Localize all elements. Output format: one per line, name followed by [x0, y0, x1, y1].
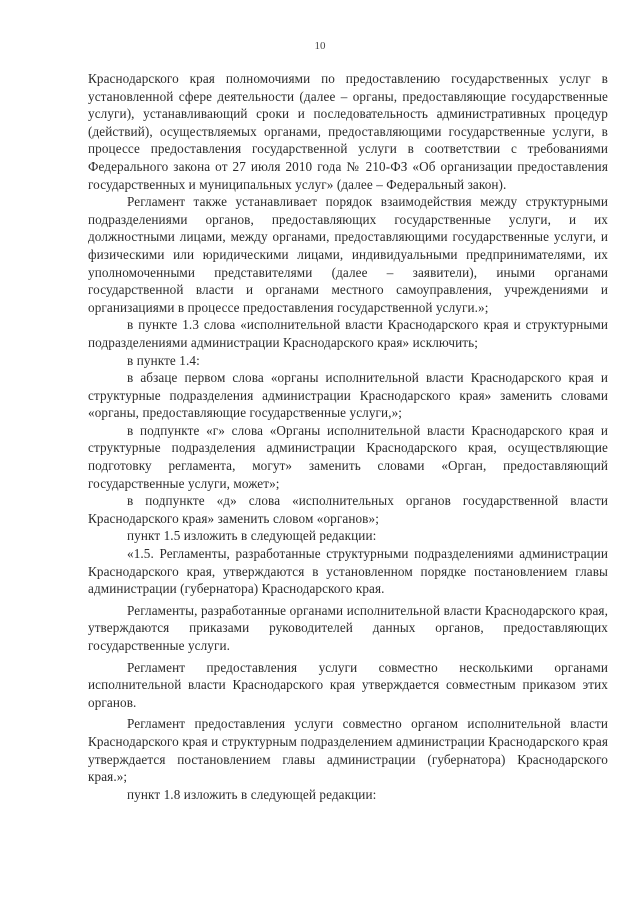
paragraph-5: в абзаце первом слова «органы исполнительной власти Краснодарского края и структурные подразделения администрации Краснодарского края» заменить словами «органы, предоставляющие государственные услуги,»;	[88, 370, 608, 421]
page-number: 10	[314, 40, 326, 52]
paragraph-12: Регламент предоставления услуги совместно органом исполнительной власти Краснодарского края и структурным подразделением администрации Краснодарского края утверждается постановлением главы администрации (губернатора) Краснодарского края.»;	[88, 716, 608, 785]
document-body	[88, 70, 608, 803]
paragraph-7: в подпункте «д» слова «исполнительных органов государственной власти Краснодарского края» заменить словом «органов»;	[88, 493, 608, 526]
paragraph-1: Краснодарского края полномочиями по предоставлению государственных услуг в установленной сфере деятельности (далее – органы, предоставляющие государственные услуги), устанавливающий сроки и последовательность административных процедур (действий), осуществляемых органами, предоставляющими государственные услуги, в процессе предоставления государственной услуги в соответствии с требованиями Федерального закона от 27 июля 2010 года № 210-ФЗ «Об организации предоставления государственных и муниципальных услуг» (далее – Федеральный закон).	[88, 71, 608, 192]
paragraph-3: в пункте 1.3 слова «исполнительной власти Краснодарского края и структурными подразделениями администрации Краснодарского края» исключить;	[88, 317, 608, 350]
paragraph-11: Регламент предоставления услуги совместно несколькими органами исполнительной власти Краснодарского края утверждается совместным приказом этих органов.	[88, 659, 608, 710]
paragraph-8: пункт 1.5 изложить в следующей редакции:	[127, 528, 377, 544]
paragraph-9: «1.5. Регламенты, разработанные структурными подразделениями администрации Краснодарского края, утверждаются в установленном порядке постановлением главы администрации (губернатора) Краснодарского края.	[88, 546, 608, 597]
paragraph-10: Регламенты, разработанные органами исполнительной власти Краснодарского края, утверждаются приказами руководителей данных органов, предоставляющих государственные услуги.	[88, 602, 608, 653]
paragraph-6: в подпункте «г» слова «Органы исполнительной власти Краснодарского края и структурные подразделения администрации Краснодарского края, осуществляющие подготовку регламента, могут» заменить словами «Орган, предоставляющий государственные услуги, может»;	[88, 422, 608, 491]
paragraph-4: в пункте 1.4:	[127, 352, 200, 368]
paragraph-13: пункт 1.8 изложить в следующей редакции:	[127, 786, 377, 802]
paragraph-2: Регламент также устанавливает порядок взаимодействия между структурными подразделениями органов, предоставляющих государственные услуги, и их должностными лицами, между органами, предоставляющими государственные услуги, и физическими или юридическими лицами, индивидуальными предпринимателями, их уполномоченными представителями (далее – заявители), иными органами государственной власти и органами местного самоуправления, учреждениями и организациями в процессе предоставления государственной услуги.»;	[88, 194, 608, 315]
